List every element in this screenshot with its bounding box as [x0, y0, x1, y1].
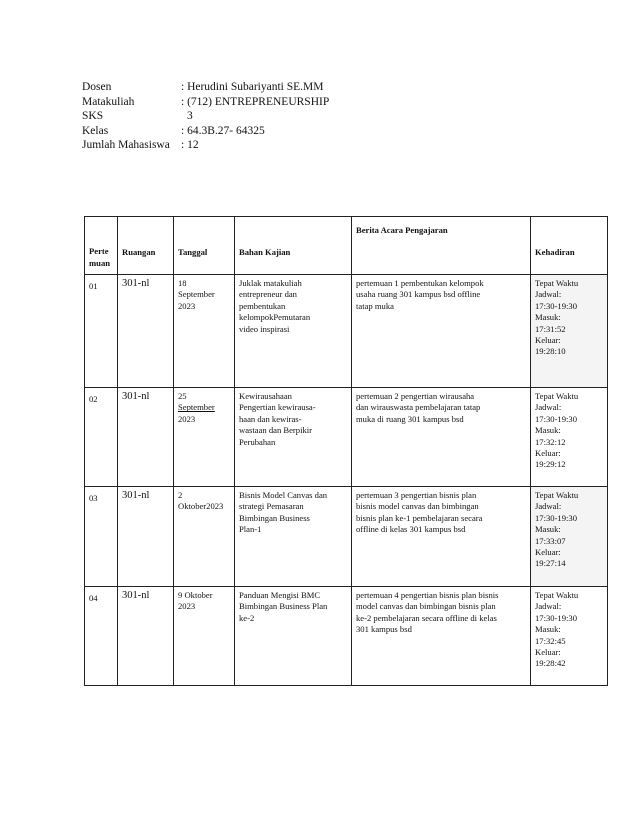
text-line: Masuk:: [535, 425, 561, 436]
text-line: 17:32:12: [535, 436, 566, 447]
table-row: [85, 587, 608, 686]
cell-bahan-kajian: [235, 275, 352, 388]
info-row-matakuliah: [82, 95, 329, 110]
text-line: Tepat Waktu: [535, 278, 579, 288]
table-row: [85, 487, 608, 587]
cell-kehadiran: [531, 587, 608, 686]
text-line: Plan-1: [239, 524, 262, 535]
text-line: 2: [178, 490, 183, 500]
text-line: Jadwal:: [535, 289, 562, 300]
text-line: haan dan kewiras-: [239, 413, 302, 424]
text-line: strategi Pemasaran: [239, 501, 304, 512]
text-line: Pengertian kewirausa-: [239, 402, 316, 413]
text-line: ke-2 pembelajaran secara offline di kelas: [356, 612, 497, 623]
cell-ruangan: 301-nl: [118, 587, 174, 686]
info-value: 3: [187, 110, 193, 123]
text-line: Oktober2023: [178, 501, 224, 512]
header-bahan-kajian: Bahan Kajian: [235, 217, 352, 275]
text-line: Kewirausahaan: [239, 391, 292, 401]
text-line: 2023: [178, 300, 196, 311]
text-line: pertemuan 1 pembentukan kelompok: [356, 278, 484, 288]
header-text: muan: [89, 257, 111, 268]
text-line: video inspirasi: [239, 323, 290, 334]
cell-tanggal: [174, 487, 235, 587]
header-berita-acara: Berita Acara Pengajaran: [352, 217, 531, 275]
text-line: Bisnis Model Canvas dan: [239, 490, 328, 500]
text-line: 2023: [178, 413, 196, 424]
text-line: Perubahan: [239, 436, 276, 447]
text-line: entrepreneur dan: [239, 289, 297, 300]
cell-berita-acara: [352, 275, 531, 388]
cell-tanggal: [174, 275, 235, 388]
header-text: Perte: [89, 246, 109, 257]
cell-ruangan: 301-nl: [118, 487, 174, 587]
info-label: Matakuliah: [82, 95, 135, 108]
text-line: 25: [178, 391, 187, 401]
header-tanggal: Tanggal: [174, 217, 235, 275]
text-line: bisnis plan ke-1 pembelajaran secara: [356, 512, 483, 523]
text-line: kelompokPemutaran: [239, 312, 311, 323]
text-line: 17:30-19:30: [535, 512, 578, 523]
info-label: Dosen: [82, 81, 112, 93]
text-line: 17:30-19:30: [535, 300, 578, 311]
cell-ruangan: 301-nl: [118, 388, 174, 487]
text-line: 9 Oktober: [178, 590, 213, 600]
text-line: offline di kelas 301 kampus bsd: [356, 524, 466, 535]
text-line: Jadwal:: [535, 601, 562, 612]
cell-kehadiran: [531, 487, 608, 587]
info-label: SKS: [82, 110, 104, 123]
text-line: Keluar:: [535, 335, 561, 346]
text-line: 19:27:14: [535, 558, 566, 569]
cell-ruangan: 301-nl: [118, 275, 174, 388]
text-line: September: [178, 402, 215, 413]
info-row-kelas: [82, 124, 329, 139]
cell-kehadiran: [531, 388, 608, 487]
cell-berita-acara: [352, 487, 531, 587]
text-line: Tepat Waktu: [535, 490, 579, 500]
text-line: 17:30-19:30: [535, 612, 578, 623]
text-line: tatap muka: [356, 300, 394, 311]
text-line: Jadwal:: [535, 501, 562, 512]
text-line: pertemuan 3 pengertian bisnis plan: [356, 490, 477, 500]
text-line: pertemuan 4 pengertian bisnis plan bisnis: [356, 590, 499, 600]
text-line: Keluar:: [535, 547, 561, 558]
text-line: 17:33:07: [535, 535, 566, 546]
text-line: ke-2: [239, 612, 255, 623]
text-line: Keluar:: [535, 647, 561, 658]
text-line: usaha ruang 301 kampus bsd offline: [356, 289, 481, 300]
table-row: [85, 388, 608, 487]
text-line: wastaan dan Berpikir: [239, 425, 313, 436]
info-row-sks: [82, 109, 329, 124]
cell-pertemuan: 01: [85, 275, 118, 388]
text-line: September: [178, 289, 215, 300]
cell-berita-acara: [352, 587, 531, 686]
text-line: Masuk:: [535, 312, 561, 323]
text-line: 17:31:52: [535, 323, 566, 334]
header-kehadiran: Kehadiran: [531, 217, 608, 275]
header-pertemuan: [85, 217, 118, 275]
text-line: 301 kampus bsd: [356, 624, 412, 635]
cell-bahan-kajian: [235, 487, 352, 587]
text-line: bisnis model canvas dan bimbingan: [356, 501, 479, 512]
text-line: Tepat Waktu: [535, 590, 579, 600]
text-line: Tepat Waktu: [535, 391, 579, 401]
table-row: [85, 275, 608, 388]
text-line: Keluar:: [535, 448, 561, 459]
info-row-dosen: [82, 80, 329, 95]
cell-tanggal: [174, 587, 235, 686]
attendance-table: [84, 216, 608, 686]
cell-kehadiran: [531, 275, 608, 388]
text-line: Bimbingan Business: [239, 512, 310, 523]
text-line: Panduan Mengisi BMC: [239, 590, 321, 600]
text-line: 2023: [178, 601, 196, 612]
text-line: 19:29:12: [535, 459, 566, 470]
text-line: Masuk:: [535, 624, 561, 635]
cell-pertemuan: 03: [85, 487, 118, 587]
cell-pertemuan: 04: [85, 587, 118, 686]
text-line: 19:28:42: [535, 658, 566, 669]
info-value: : (712) ENTREPRENEURSHIP: [181, 95, 330, 108]
text-line: Juklak matakuliah: [239, 278, 302, 288]
cell-berita-acara: [352, 388, 531, 487]
info-label: Jumlah Mahasiswa: [82, 139, 170, 152]
info-value: : 12: [181, 139, 199, 152]
cell-tanggal: [174, 388, 235, 487]
cell-bahan-kajian: [235, 587, 352, 686]
cell-pertemuan: 02: [85, 388, 118, 487]
cell-bahan-kajian: [235, 388, 352, 487]
info-value: : Herudini Subariyanti SE.MM: [181, 81, 324, 93]
info-value: : 64.3B.27- 64325: [181, 124, 265, 137]
text-line: Masuk:: [535, 524, 561, 535]
text-line: 18: [178, 278, 187, 288]
text-line: dan wirauswasta pembelajaran tatap: [356, 402, 481, 413]
course-info: [82, 80, 329, 153]
info-label: Kelas: [82, 124, 109, 137]
text-line: Bimbingan Business Plan: [239, 601, 328, 612]
text-line: 17:32:45: [535, 635, 566, 646]
text-line: Jadwal:: [535, 402, 562, 413]
header-ruangan: Ruangan: [118, 217, 174, 275]
text-line: model canvas dan bimbingan bisnis plan: [356, 601, 496, 612]
text-line: pembentukan: [239, 300, 286, 311]
text-line: 17:30-19:30: [535, 413, 578, 424]
table-header-row: [85, 217, 608, 275]
text-line: 19:28:10: [535, 346, 566, 357]
text-line: pertemuan 2 pengertian wirausaha: [356, 391, 475, 401]
info-row-jumlah: [82, 138, 329, 153]
text-line: muka di ruang 301 kampus bsd: [356, 413, 464, 424]
